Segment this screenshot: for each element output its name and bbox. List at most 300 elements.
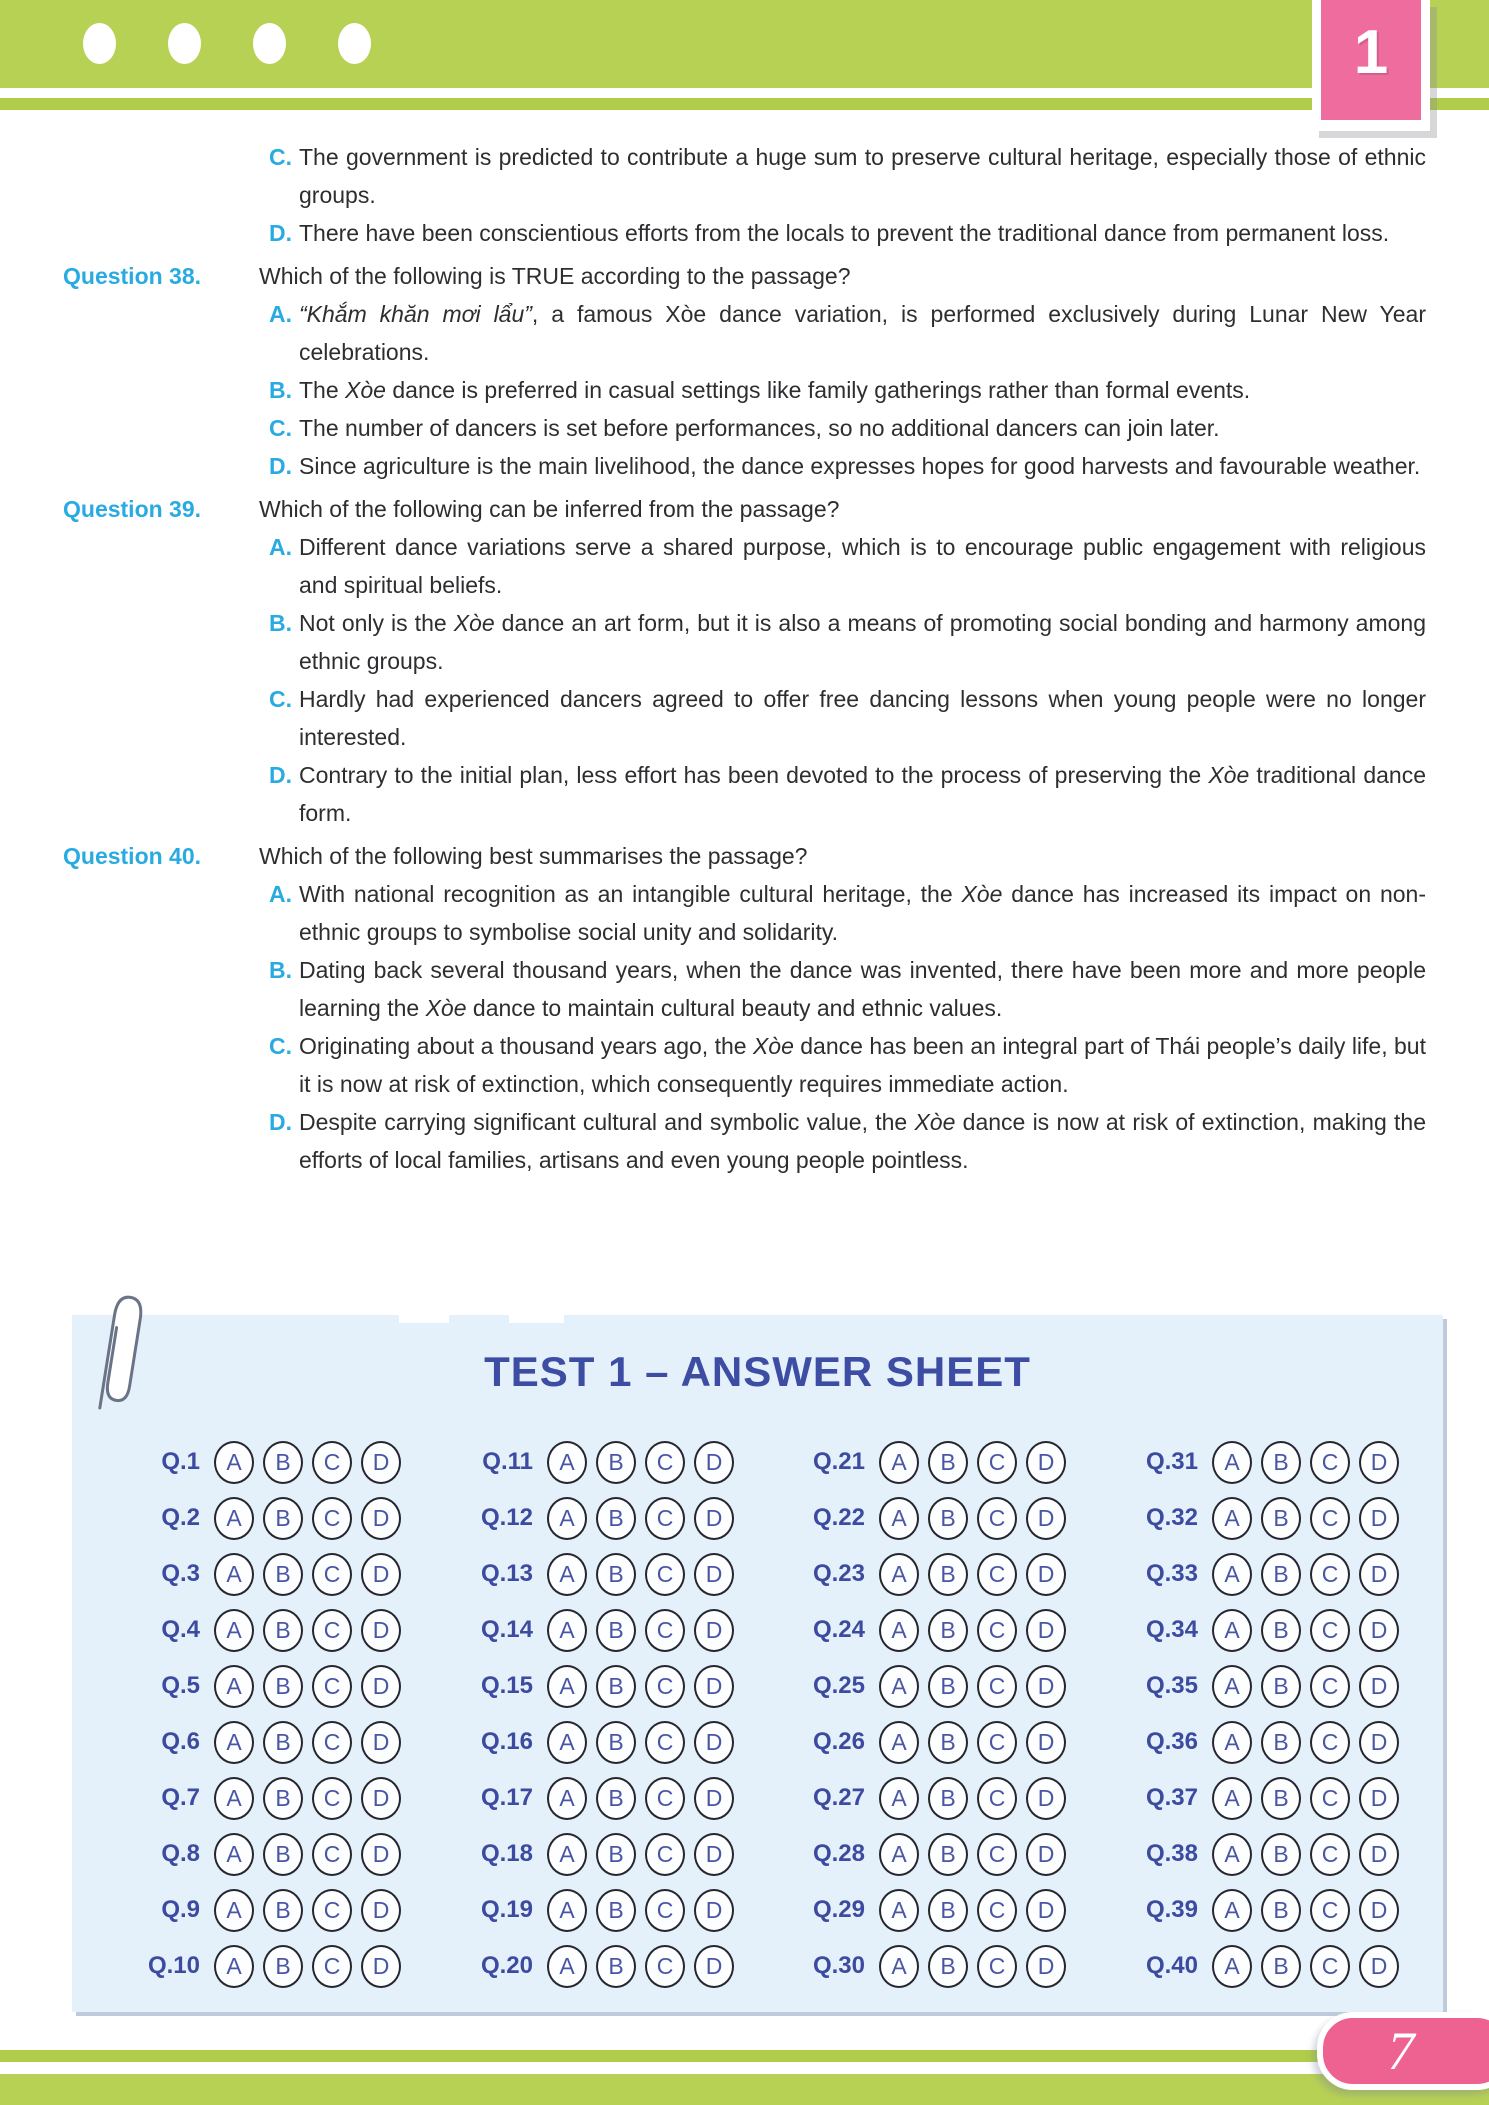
- answer-bubble-a[interactable]: A: [214, 1609, 254, 1652]
- answer-sheet-row: [783, 1665, 1075, 1707]
- answer-bubble-d[interactable]: D: [694, 1553, 734, 1596]
- answer-bubble-c[interactable]: C: [977, 1833, 1017, 1876]
- answer-sheet-question-number: Q.7: [161, 1784, 200, 1811]
- answer-bubble-c[interactable]: C: [977, 1609, 1017, 1652]
- answer-sheet-question-number: Q.1: [161, 1448, 200, 1475]
- answer-bubble-b[interactable]: B: [263, 1497, 303, 1540]
- answer-option: C. The number of dancers is set before performances, so no additional dancers can join later.: [259, 409, 1426, 447]
- option-letter: A.: [269, 301, 292, 327]
- answer-bubble-d[interactable]: D: [1359, 1721, 1399, 1764]
- answer-sheet-row: [783, 1441, 1075, 1483]
- question-text: Which of the following can be inferred from the passage?: [259, 496, 840, 522]
- answer-bubble-d[interactable]: D: [1026, 1553, 1066, 1596]
- answer-sheet-column: [118, 1441, 410, 2001]
- answer-bubble-b[interactable]: B: [1261, 1553, 1301, 1596]
- answer-bubble-d[interactable]: D: [1026, 1833, 1066, 1876]
- answer-bubble-d[interactable]: D: [1026, 1721, 1066, 1764]
- option-letter: A.: [269, 534, 292, 560]
- answer-sheet-row: [451, 1441, 743, 1483]
- answer-bubble-c[interactable]: C: [312, 1553, 352, 1596]
- answer-bubble-c[interactable]: C: [977, 1721, 1017, 1764]
- answer-bubble-d[interactable]: D: [1359, 1441, 1399, 1484]
- answer-bubble-d[interactable]: D: [361, 1833, 401, 1876]
- answer-bubble-d[interactable]: D: [1359, 1833, 1399, 1876]
- answer-sheet-question-number: Q.15: [480, 1672, 533, 1699]
- partial-options: [259, 138, 1426, 252]
- answer-bubble-c[interactable]: C: [1310, 1553, 1350, 1596]
- answer-bubble-c[interactable]: C: [977, 1777, 1017, 1820]
- answer-sheet-question-number: Q.8: [161, 1840, 200, 1867]
- option-letter: B.: [269, 610, 292, 636]
- answer-sheet-row: [118, 1945, 410, 1987]
- question-label: Question 39.: [63, 496, 202, 522]
- answer-sheet-row: [783, 1553, 1075, 1595]
- answer-bubble-a[interactable]: A: [214, 1665, 254, 1708]
- answer-sheet-question-number: Q.6: [161, 1728, 200, 1755]
- question-body: [259, 837, 1426, 1179]
- answer-bubble-a[interactable]: A: [547, 1833, 587, 1876]
- answer-bubble-d[interactable]: D: [1026, 1441, 1066, 1484]
- answer-sheet-question-number: Q.18: [480, 1840, 533, 1867]
- answer-sheet-question-number: Q.11: [482, 1448, 533, 1475]
- answer-sheet-question-number: Q.14: [480, 1616, 533, 1643]
- answer-bubble-c[interactable]: C: [312, 1889, 352, 1932]
- answer-bubble-a[interactable]: A: [879, 1833, 919, 1876]
- answer-bubble-d[interactable]: D: [1026, 1777, 1066, 1820]
- answer-sheet-row: [451, 1833, 743, 1875]
- option-letter: B.: [269, 377, 292, 403]
- answer-bubble-b[interactable]: B: [928, 1553, 968, 1596]
- answer-bubble-a[interactable]: A: [1212, 1777, 1252, 1820]
- answer-sheet-question-number: Q.10: [147, 1952, 200, 1979]
- question-text: Which of the following best summarises the passage?: [259, 843, 808, 869]
- answer-bubble-a[interactable]: A: [547, 1497, 587, 1540]
- answer-sheet-row: [118, 1721, 410, 1763]
- answer-bubble-b[interactable]: B: [263, 1945, 303, 1988]
- answer-bubble-c[interactable]: C: [1310, 1721, 1350, 1764]
- answer-bubble-d[interactable]: D: [694, 1441, 734, 1484]
- answer-bubble-d[interactable]: D: [1026, 1665, 1066, 1708]
- footer-band: [0, 2074, 1489, 2105]
- dot-icon: [83, 23, 116, 64]
- answer-sheet-panel: [72, 1315, 1443, 2012]
- answer-sheet-question-number: Q.31: [1145, 1448, 1198, 1475]
- answer-option: D. There have been conscientious efforts from the locals to prevent the traditional dance from permanent loss.: [259, 214, 1426, 252]
- answer-bubble-a[interactable]: A: [214, 1441, 254, 1484]
- answer-bubble-d[interactable]: D: [694, 1889, 734, 1932]
- answer-bubble-d[interactable]: D: [694, 1721, 734, 1764]
- answer-sheet-row: [451, 1721, 743, 1763]
- answer-sheet-question-number: Q.19: [480, 1896, 533, 1923]
- answer-bubble-a[interactable]: A: [1212, 1497, 1252, 1540]
- answer-sheet-row: [118, 1553, 410, 1595]
- answer-bubble-c[interactable]: C: [977, 1553, 1017, 1596]
- answer-sheet-row: [783, 1497, 1075, 1539]
- answer-bubble-d[interactable]: D: [361, 1721, 401, 1764]
- answer-sheet-question-number: Q.23: [812, 1560, 865, 1587]
- answer-bubble-b[interactable]: B: [263, 1833, 303, 1876]
- answer-bubble-d[interactable]: D: [361, 1553, 401, 1596]
- answer-bubble-c[interactable]: C: [1310, 1497, 1350, 1540]
- answer-bubble-b[interactable]: B: [596, 1497, 636, 1540]
- footer-rule: [0, 2050, 1489, 2062]
- answer-bubble-d[interactable]: D: [1359, 1889, 1399, 1932]
- answer-bubble-c[interactable]: C: [1310, 1777, 1350, 1820]
- answer-sheet-column: [451, 1441, 743, 2001]
- answer-bubble-a[interactable]: A: [547, 1553, 587, 1596]
- answer-bubble-b[interactable]: B: [596, 1553, 636, 1596]
- answer-bubble-d[interactable]: D: [361, 1441, 401, 1484]
- answer-sheet-question-number: Q.16: [480, 1728, 533, 1755]
- answer-sheet-row: [451, 1497, 743, 1539]
- answer-bubble-d[interactable]: D: [361, 1777, 401, 1820]
- answer-bubble-b[interactable]: B: [1261, 1889, 1301, 1932]
- answer-option: A. With national recognition as an intangible cultural heritage, the Xòe dance has increased its impact on non-ethnic groups to symbolise social unity and solidarity.: [259, 875, 1426, 951]
- answer-option: D. Contrary to the initial plan, less effort has been devoted to the process of preserving the Xòe traditional dance form.: [259, 756, 1426, 832]
- question-label: Question 40.: [63, 843, 202, 869]
- answer-bubble-d[interactable]: D: [1026, 1609, 1066, 1652]
- answer-bubble-c[interactable]: C: [312, 1665, 352, 1708]
- answer-bubble-c[interactable]: C: [312, 1609, 352, 1652]
- option-letter: B.: [269, 957, 292, 983]
- answer-bubble-c[interactable]: C: [312, 1497, 352, 1540]
- answer-bubble-b[interactable]: B: [263, 1553, 303, 1596]
- torn-edge-notch: [399, 1315, 449, 1323]
- answer-sheet-row: [783, 1721, 1075, 1763]
- answer-sheet-question-number: Q.3: [161, 1560, 200, 1587]
- answer-bubble-c[interactable]: C: [1310, 1889, 1350, 1932]
- answer-sheet-row: [118, 1777, 410, 1819]
- answer-bubble-d[interactable]: D: [1026, 1889, 1066, 1932]
- answer-option: A. “Khắm khăn mơi lẩu”, a famous Xòe dance variation, is performed exclusively during Lunar New Year celebrations.: [259, 295, 1426, 371]
- answer-bubble-c[interactable]: C: [645, 1665, 685, 1708]
- answer-bubble-a[interactable]: A: [879, 1945, 919, 1988]
- chapter-tab-inner: [1321, 0, 1421, 120]
- answer-bubble-a[interactable]: A: [214, 1889, 254, 1932]
- header-band: [0, 0, 1489, 88]
- answer-sheet-row: [783, 1945, 1075, 1987]
- answer-sheet-question-number: Q.24: [812, 1616, 865, 1643]
- answer-sheet-row: [1116, 1553, 1408, 1595]
- answer-bubble-b[interactable]: B: [928, 1441, 968, 1484]
- answer-sheet-question-number: Q.13: [480, 1560, 533, 1587]
- answer-bubble-a[interactable]: A: [879, 1609, 919, 1652]
- answer-sheet-question-number: Q.22: [812, 1504, 865, 1531]
- answer-bubble-b[interactable]: B: [596, 1777, 636, 1820]
- answer-bubble-a[interactable]: A: [879, 1665, 919, 1708]
- answer-sheet-row: [1116, 1441, 1408, 1483]
- answer-sheet-question-number: Q.32: [1145, 1504, 1198, 1531]
- answer-bubble-b[interactable]: B: [596, 1441, 636, 1484]
- answer-sheet-question-number: Q.2: [161, 1504, 200, 1531]
- answer-bubble-b[interactable]: B: [1261, 1721, 1301, 1764]
- answer-bubble-b[interactable]: B: [928, 1945, 968, 1988]
- question-label: Question 38.: [63, 263, 202, 289]
- answer-sheet-row: [451, 1889, 743, 1931]
- answer-bubble-d[interactable]: D: [1026, 1497, 1066, 1540]
- answer-sheet-row: [1116, 1665, 1408, 1707]
- chapter-number: 1: [1353, 18, 1389, 87]
- question-body: [259, 490, 1426, 832]
- question-block: [63, 837, 1426, 1179]
- dot-icon: [168, 23, 201, 64]
- answer-bubble-c[interactable]: C: [645, 1497, 685, 1540]
- answer-bubble-d[interactable]: D: [694, 1497, 734, 1540]
- answer-bubble-b[interactable]: B: [928, 1721, 968, 1764]
- answer-bubble-c[interactable]: C: [312, 1721, 352, 1764]
- answer-bubble-a[interactable]: A: [214, 1721, 254, 1764]
- answer-bubble-a[interactable]: A: [547, 1721, 587, 1764]
- answer-bubble-d[interactable]: D: [1359, 1553, 1399, 1596]
- answer-option: B. The Xòe dance is preferred in casual settings like family gatherings rather than formal events.: [259, 371, 1426, 409]
- answer-bubble-a[interactable]: A: [547, 1945, 587, 1988]
- answer-sheet-question-number: Q.5: [161, 1672, 200, 1699]
- answer-sheet-row: [1116, 1609, 1408, 1651]
- answer-bubble-b[interactable]: B: [1261, 1777, 1301, 1820]
- answer-bubble-b[interactable]: B: [1261, 1833, 1301, 1876]
- answer-sheet-question-number: Q.9: [161, 1896, 200, 1923]
- answer-bubble-a[interactable]: A: [1212, 1721, 1252, 1764]
- question-list: [63, 257, 1426, 1179]
- answer-bubble-a[interactable]: A: [547, 1609, 587, 1652]
- answer-bubble-a[interactable]: A: [214, 1553, 254, 1596]
- answer-sheet-question-number: Q.40: [1145, 1952, 1198, 1979]
- answer-bubble-b[interactable]: B: [263, 1665, 303, 1708]
- answer-bubble-c[interactable]: C: [312, 1833, 352, 1876]
- answer-bubble-c[interactable]: C: [645, 1553, 685, 1596]
- answer-sheet-row: [118, 1497, 410, 1539]
- answer-sheet-question-number: Q.4: [161, 1616, 200, 1643]
- torn-edge-notch: [509, 1315, 564, 1323]
- question-label: [63, 138, 259, 252]
- answer-bubble-a[interactable]: A: [547, 1665, 587, 1708]
- answer-bubble-a[interactable]: A: [879, 1777, 919, 1820]
- answer-bubble-c[interactable]: C: [1310, 1833, 1350, 1876]
- answer-bubble-d[interactable]: D: [361, 1665, 401, 1708]
- answer-sheet-question-number: Q.34: [1145, 1616, 1198, 1643]
- answer-bubble-b[interactable]: B: [596, 1945, 636, 1988]
- answer-bubble-d[interactable]: D: [1359, 1777, 1399, 1820]
- answer-bubble-b[interactable]: B: [596, 1889, 636, 1932]
- answer-sheet-row: [783, 1609, 1075, 1651]
- answer-bubble-a[interactable]: A: [1212, 1665, 1252, 1708]
- answer-bubble-a[interactable]: A: [879, 1553, 919, 1596]
- answer-bubble-b[interactable]: B: [928, 1497, 968, 1540]
- answer-sheet-question-number: Q.17: [480, 1784, 533, 1811]
- answer-bubble-b[interactable]: B: [596, 1665, 636, 1708]
- answer-bubble-a[interactable]: A: [879, 1497, 919, 1540]
- answer-bubble-d[interactable]: D: [694, 1665, 734, 1708]
- answer-sheet-question-number: Q.27: [812, 1784, 865, 1811]
- answer-bubble-a[interactable]: A: [879, 1721, 919, 1764]
- answer-bubble-a[interactable]: A: [214, 1777, 254, 1820]
- answer-option: C. The government is predicted to contribute a huge sum to preserve cultural heritage, especially those of ethnic groups.: [259, 138, 1426, 214]
- answer-bubble-d[interactable]: D: [361, 1497, 401, 1540]
- answer-sheet-question-number: Q.26: [812, 1728, 865, 1755]
- answer-bubble-a[interactable]: A: [214, 1833, 254, 1876]
- answer-sheet-row: [451, 1945, 743, 1987]
- answer-bubble-c[interactable]: C: [977, 1441, 1017, 1484]
- answer-bubble-a[interactable]: A: [1212, 1945, 1252, 1988]
- option-letter: C.: [269, 144, 292, 170]
- answer-bubble-b[interactable]: B: [263, 1889, 303, 1932]
- answer-bubble-b[interactable]: B: [1261, 1665, 1301, 1708]
- answer-bubble-a[interactable]: A: [214, 1945, 254, 1988]
- answer-bubble-b[interactable]: B: [596, 1833, 636, 1876]
- answer-option: D. Since agriculture is the main livelihood, the dance expresses hopes for good harvests and favourable weather.: [259, 447, 1426, 485]
- answer-bubble-b[interactable]: B: [928, 1833, 968, 1876]
- answer-bubble-a[interactable]: A: [547, 1889, 587, 1932]
- answer-sheet-row: [783, 1889, 1075, 1931]
- answer-sheet-question-number: Q.38: [1145, 1840, 1198, 1867]
- answer-sheet-question-number: Q.28: [812, 1840, 865, 1867]
- answer-sheet-row: [451, 1777, 743, 1819]
- answer-bubble-c[interactable]: C: [645, 1945, 685, 1988]
- answer-bubble-b[interactable]: B: [928, 1609, 968, 1652]
- answer-option: B. Dating back several thousand years, when the dance was invented, there have been more and more people learning the Xòe dance to maintain cultural beauty and ethnic values.: [259, 951, 1426, 1027]
- answer-bubble-b[interactable]: B: [596, 1721, 636, 1764]
- answer-sheet-row: [451, 1553, 743, 1595]
- option-letter: D.: [269, 453, 292, 479]
- question-text: Which of the following is TRUE according to the passage?: [259, 263, 851, 289]
- answer-bubble-d[interactable]: D: [361, 1945, 401, 1988]
- answer-option: D. Despite carrying significant cultural and symbolic value, the Xòe dance is now at risk of extinction, making the efforts of local families, artisans and even young people pointless.: [259, 1103, 1426, 1179]
- answer-bubble-c[interactable]: C: [1310, 1441, 1350, 1484]
- answer-sheet-row: [118, 1441, 410, 1483]
- option-letter: D.: [269, 220, 292, 246]
- answer-bubble-d[interactable]: D: [361, 1609, 401, 1652]
- answer-bubble-a[interactable]: A: [1212, 1833, 1252, 1876]
- answer-sheet-row: [451, 1609, 743, 1651]
- answer-bubble-c[interactable]: C: [645, 1609, 685, 1652]
- option-letter: D.: [269, 1109, 292, 1135]
- option-letter: C.: [269, 1033, 292, 1059]
- answer-bubble-c[interactable]: C: [977, 1497, 1017, 1540]
- answer-bubble-d[interactable]: D: [694, 1777, 734, 1820]
- page-number: 7: [1387, 2021, 1415, 2081]
- answer-bubble-b[interactable]: B: [263, 1777, 303, 1820]
- answer-option: B. Not only is the Xòe dance an art form, but it is also a means of promoting social bonding and harmony among ethnic groups.: [259, 604, 1426, 680]
- page-number-badge: [1317, 2012, 1489, 2090]
- answer-bubble-c[interactable]: C: [645, 1833, 685, 1876]
- answer-bubble-b[interactable]: B: [1261, 1441, 1301, 1484]
- answer-bubble-b[interactable]: B: [263, 1609, 303, 1652]
- answer-bubble-c[interactable]: C: [1310, 1945, 1350, 1988]
- option-letter: C.: [269, 686, 292, 712]
- answer-bubble-c[interactable]: C: [312, 1777, 352, 1820]
- dot-icon: [253, 23, 286, 64]
- answer-bubble-a[interactable]: A: [1212, 1889, 1252, 1932]
- option-letter: A.: [269, 881, 292, 907]
- answer-bubble-c[interactable]: C: [977, 1889, 1017, 1932]
- answer-sheet-row: [118, 1665, 410, 1707]
- answer-sheet-row: [118, 1833, 410, 1875]
- answer-bubble-c[interactable]: C: [645, 1777, 685, 1820]
- answer-sheet-question-number: Q.37: [1145, 1784, 1198, 1811]
- answer-sheet-question-number: Q.29: [812, 1896, 865, 1923]
- answer-bubble-a[interactable]: A: [879, 1889, 919, 1932]
- answer-bubble-d[interactable]: D: [1359, 1945, 1399, 1988]
- answer-bubble-b[interactable]: B: [1261, 1945, 1301, 1988]
- answer-bubble-d[interactable]: D: [361, 1889, 401, 1932]
- answer-bubble-c[interactable]: C: [645, 1441, 685, 1484]
- answer-sheet-column: [783, 1441, 1075, 2001]
- answer-option: A. Different dance variations serve a shared purpose, which is to encourage public engagement with religious and spiritual beliefs.: [259, 528, 1426, 604]
- answer-sheet-question-number: Q.39: [1145, 1896, 1198, 1923]
- answer-bubble-d[interactable]: D: [694, 1609, 734, 1652]
- answer-bubble-d[interactable]: D: [694, 1833, 734, 1876]
- answer-bubble-b[interactable]: B: [1261, 1497, 1301, 1540]
- answer-sheet-row: [451, 1665, 743, 1707]
- answer-sheet-question-number: Q.35: [1145, 1672, 1198, 1699]
- question-block: [63, 257, 1426, 485]
- answer-bubble-c[interactable]: C: [977, 1665, 1017, 1708]
- answer-bubble-b[interactable]: B: [1261, 1609, 1301, 1652]
- option-letter: C.: [269, 415, 292, 441]
- answer-bubble-b[interactable]: B: [928, 1665, 968, 1708]
- chapter-tab: [1312, 0, 1430, 131]
- answer-sheet-row: [118, 1609, 410, 1651]
- answer-sheet-row: [1116, 1497, 1408, 1539]
- answer-bubble-a[interactable]: A: [879, 1441, 919, 1484]
- answer-bubble-c[interactable]: C: [645, 1721, 685, 1764]
- answer-bubble-d[interactable]: D: [694, 1945, 734, 1988]
- answer-bubble-c[interactable]: C: [312, 1441, 352, 1484]
- answer-sheet-row: [783, 1833, 1075, 1875]
- partial-question-block: [63, 138, 1426, 252]
- answer-sheet-row: [1116, 1945, 1408, 1987]
- answer-bubble-a[interactable]: A: [547, 1441, 587, 1484]
- answer-bubble-d[interactable]: D: [1359, 1609, 1399, 1652]
- answer-bubble-b[interactable]: B: [596, 1609, 636, 1652]
- answer-bubble-a[interactable]: A: [547, 1777, 587, 1820]
- answer-bubble-c[interactable]: C: [977, 1945, 1017, 1988]
- answer-bubble-a[interactable]: A: [1212, 1441, 1252, 1484]
- header-rule: [0, 98, 1489, 110]
- answer-sheet-row: [783, 1777, 1075, 1819]
- answer-bubble-b[interactable]: B: [928, 1777, 968, 1820]
- answer-sheet-title: TEST 1 – ANSWER SHEET: [484, 1348, 1031, 1395]
- answer-sheet-row: [1116, 1833, 1408, 1875]
- answer-bubble-a[interactable]: A: [1212, 1553, 1252, 1596]
- answer-bubble-c[interactable]: C: [312, 1945, 352, 1988]
- answer-sheet-row: [1116, 1777, 1408, 1819]
- answer-bubble-d[interactable]: D: [1359, 1665, 1399, 1708]
- answer-sheet-question-number: Q.33: [1145, 1560, 1198, 1587]
- answer-sheet-row: [1116, 1721, 1408, 1763]
- answer-bubble-b[interactable]: B: [263, 1441, 303, 1484]
- answer-sheet-question-number: Q.30: [812, 1952, 865, 1979]
- dot-icon: [338, 23, 371, 64]
- answer-option: C. Hardly had experienced dancers agreed to offer free dancing lessons when young people were no longer interested.: [259, 680, 1426, 756]
- answer-bubble-b[interactable]: B: [928, 1889, 968, 1932]
- answer-sheet-question-number: Q.36: [1145, 1728, 1198, 1755]
- answer-sheet-row: [118, 1889, 410, 1931]
- questions-area: [63, 138, 1426, 1179]
- answer-bubble-c[interactable]: C: [1310, 1609, 1350, 1652]
- answer-sheet-row: [1116, 1889, 1408, 1931]
- answer-bubble-a[interactable]: A: [214, 1497, 254, 1540]
- answer-bubble-b[interactable]: B: [263, 1721, 303, 1764]
- answer-sheet-question-number: Q.12: [480, 1504, 533, 1531]
- answer-bubble-c[interactable]: C: [645, 1889, 685, 1932]
- answer-sheet-question-number: Q.21: [812, 1448, 865, 1475]
- answer-bubble-d[interactable]: D: [1026, 1945, 1066, 1988]
- answer-bubble-d[interactable]: D: [1359, 1497, 1399, 1540]
- answer-bubble-c[interactable]: C: [1310, 1665, 1350, 1708]
- answer-bubble-a[interactable]: A: [1212, 1609, 1252, 1652]
- answer-sheet-column: [1116, 1441, 1408, 2001]
